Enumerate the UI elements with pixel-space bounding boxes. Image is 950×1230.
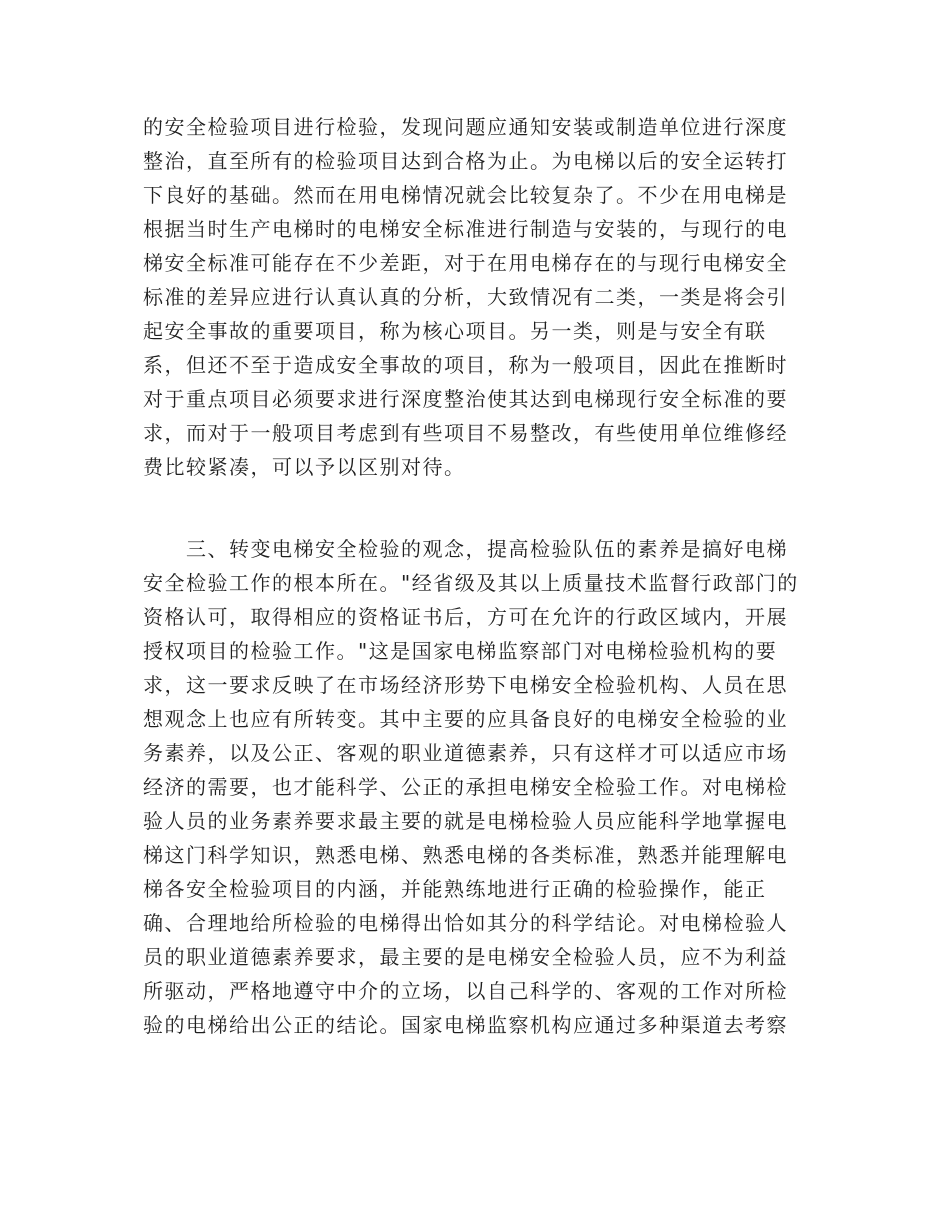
text-line: 下良好的基础。然而在用电梯情况就会比较复杂了。不少在用电梯是	[143, 183, 788, 207]
text-line: 求，这一要求反映了在市场经济形势下电梯安全检验机构、人员在思	[143, 673, 788, 697]
text-line: 起安全事故的重要项目，称为核心项目。另一类，则是与安全有联	[143, 319, 767, 343]
text-line: 梯这门科学知识，熟悉电梯、熟悉电梯的各类标准，熟悉并能理解电	[143, 843, 788, 867]
text-line: 标准的差异应进行认真认真的分析，大致情况有二类，一类是将会引	[143, 285, 788, 309]
text-line: 确、合理地给所检验的电梯得出恰如其分的科学结论。对电梯检验人	[143, 911, 788, 935]
text-line: 费比较紧凑，可以予以区别对待。	[143, 455, 466, 479]
text-line: 系，但还不至于造成安全事故的项目，称为一般项目，因此在推断时	[143, 353, 788, 377]
text-line: 求，而对于一般项目考虑到有些项目不易整改，有些使用单位维修经	[143, 421, 788, 445]
text-line: 验人员的业务素养要求最主要的就是电梯检验人员应能科学地掌握电	[143, 809, 788, 833]
text-line: 梯各安全检验项目的内涵，并能熟练地进行正确的检验操作，能正	[143, 877, 767, 901]
text-line: 经济的需要，也才能科学、公正的承担电梯安全检验工作。对电梯检	[143, 775, 788, 799]
text-line: 验的电梯给出公正的结论。国家电梯监察机构应通过多种渠道去考察	[143, 1013, 788, 1037]
text-line-indented: 三、转变电梯安全检验的观念，提高检验队伍的素养是搞好电梯	[186, 537, 788, 561]
text-line: 安全检验工作的根本所在。"经省级及其以上质量技术监督行政部门的	[143, 571, 799, 595]
text-line: 授权项目的检验工作。"这是国家电梯监察部门对电梯检验机构的要	[143, 639, 778, 663]
text-line: 的安全检验项目进行检验，发现问题应通知安装或制造单位进行深度	[143, 115, 788, 139]
text-line: 对于重点项目必须要求进行深度整治使其达到电梯现行安全标准的要	[143, 387, 788, 411]
text-line: 资格认可，取得相应的资格证书后，方可在允许的行政区域内，开展	[143, 605, 788, 629]
text-line: 梯安全标准可能存在不少差距，对于在用电梯存在的与现行电梯安全	[143, 251, 788, 275]
text-line: 根据当时生产电梯时的电梯安全标准进行制造与安装的，与现行的电	[143, 217, 788, 241]
text-line: 员的职业道德素养要求，最主要的是电梯安全检验人员，应不为利益	[143, 945, 788, 969]
text-line: 所驱动，严格地遵守中介的立场，以自己科学的、客观的工作对所检	[143, 979, 788, 1003]
text-line: 整治，直至所有的检验项目达到合格为止。为电梯以后的安全运转打	[143, 149, 788, 173]
text-line: 想观念上也应有所转变。其中主要的应具备良好的电梯安全检验的业	[143, 707, 788, 731]
text-line: 务素养，以及公正、客观的职业道德素养，只有这样才可以适应市场	[143, 741, 788, 765]
